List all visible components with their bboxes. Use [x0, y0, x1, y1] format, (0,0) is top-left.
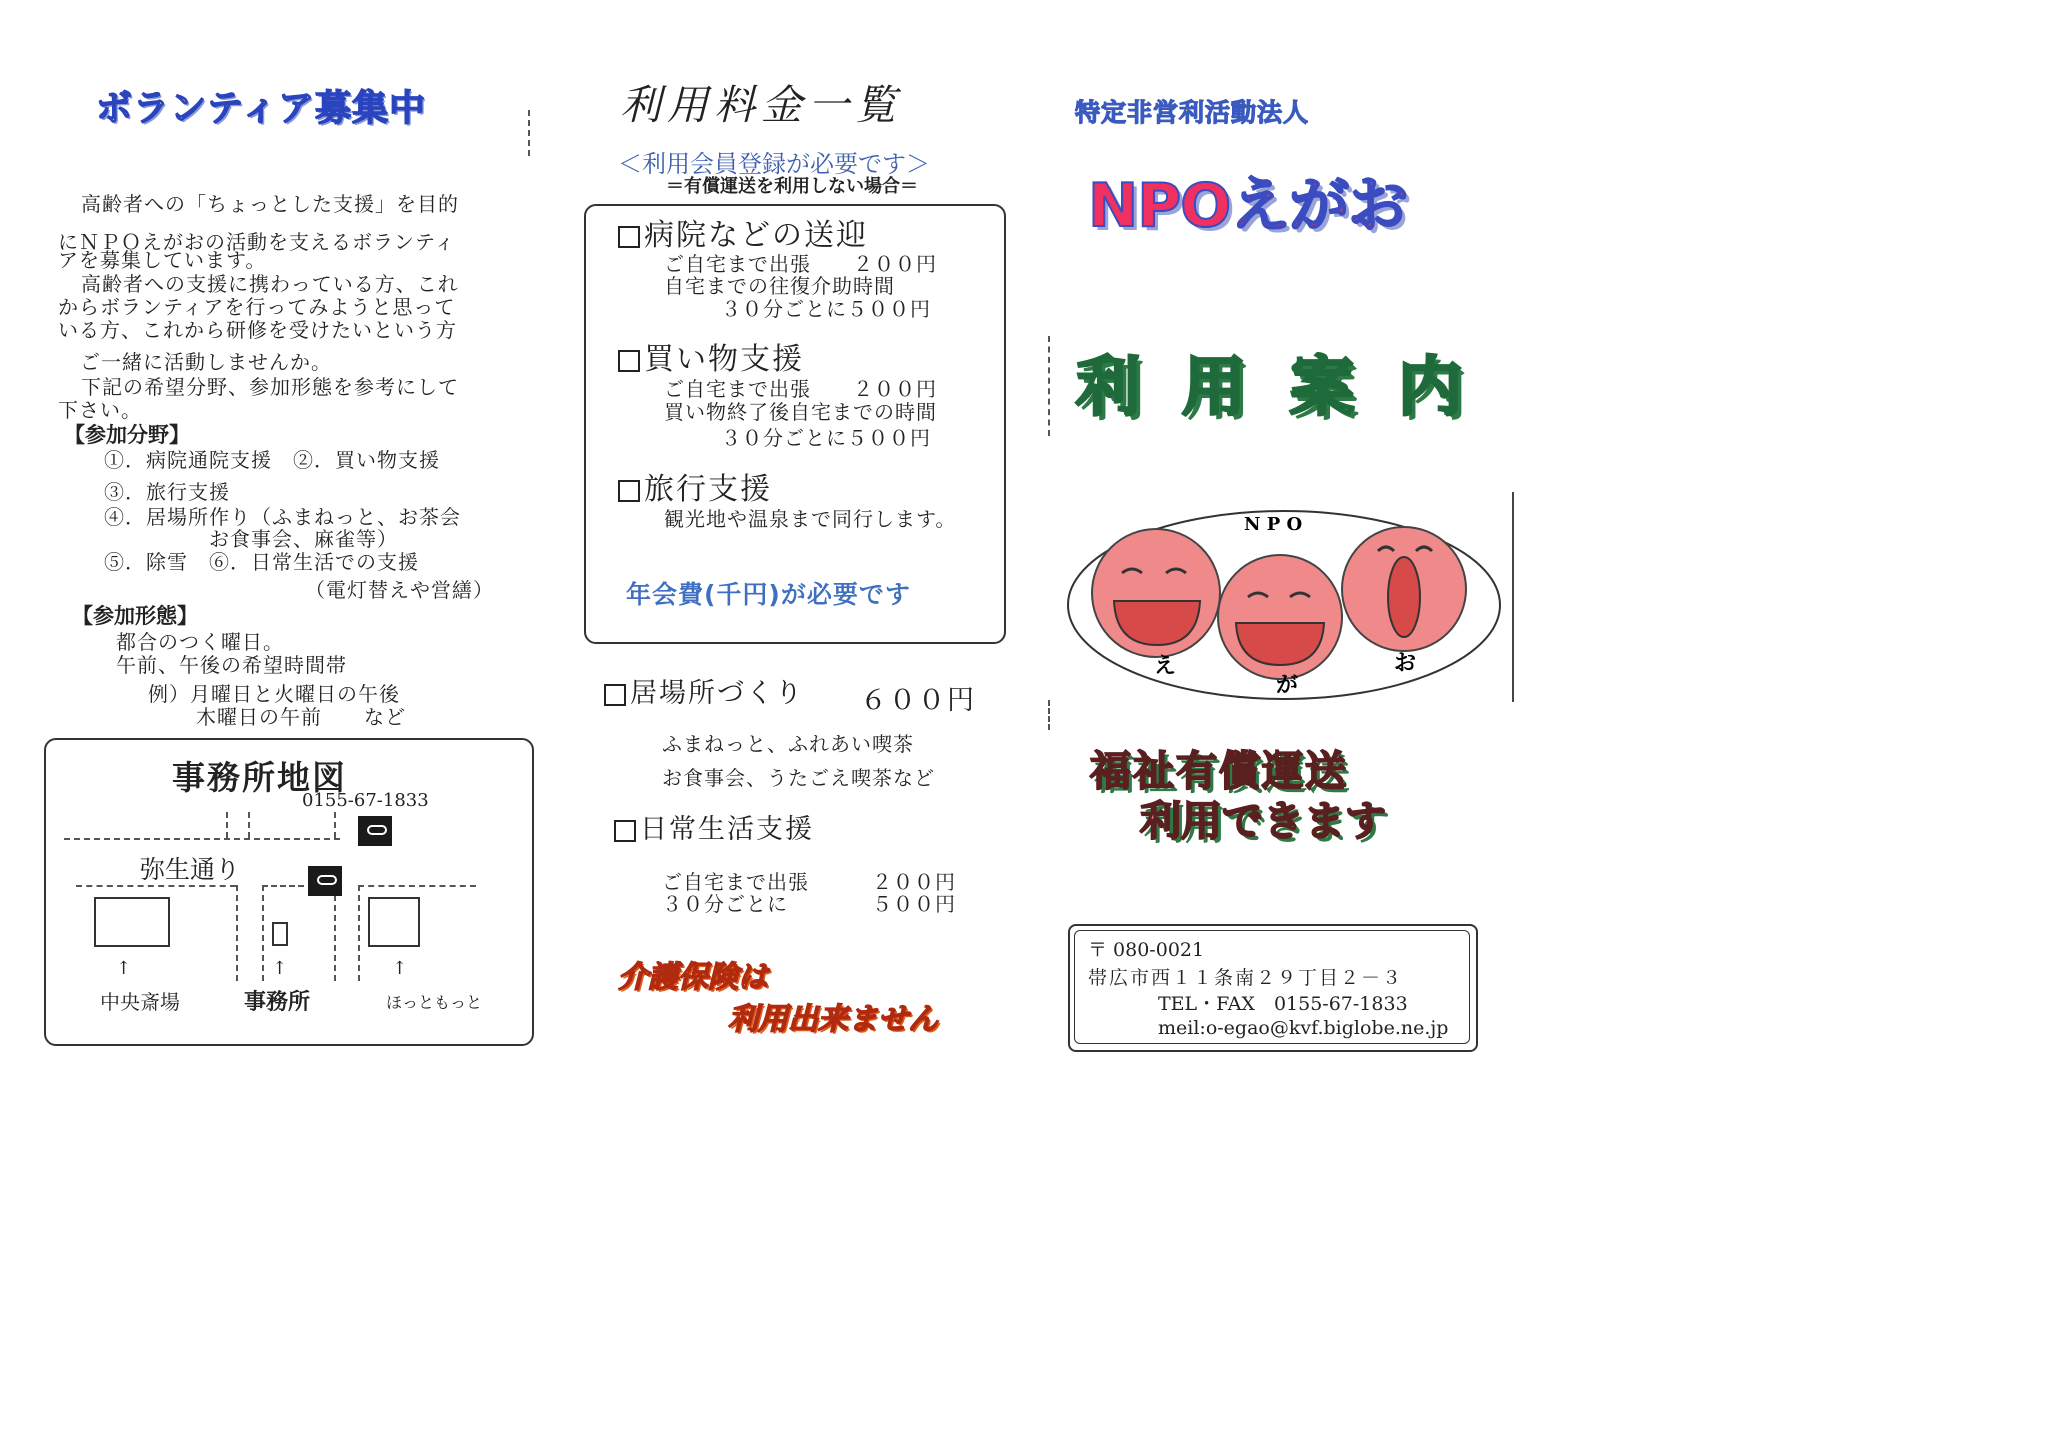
body-line: いる方、これから研修を受けたいという方: [58, 318, 457, 342]
street-address: 帯広市西１１条南２９丁目２－３: [1088, 967, 1404, 989]
body-line: アを募集しています。: [58, 248, 267, 272]
guide-char: 利: [1076, 351, 1140, 425]
logo-letter: お: [1394, 650, 1417, 676]
service-shopping: [618, 344, 804, 376]
service-nichijo: [614, 814, 814, 846]
map-phone: 0155-67-1833: [302, 790, 429, 811]
fold-mark: [1048, 336, 1050, 436]
form-item: 木曜日の午前 など: [196, 705, 406, 729]
form-item: 例）月曜日と火曜日の午後: [148, 682, 400, 706]
service-hospital: [618, 220, 868, 252]
road-line: [226, 812, 228, 838]
service-detail: お食事会、うたごえ喫茶など: [662, 766, 935, 790]
road-line: [236, 885, 238, 981]
body-line: 下記の希望分野、参加形態を参考にして: [60, 375, 459, 399]
road-line: [358, 885, 360, 981]
field-item: ④．居場所作り（ふまねっと、お茶会: [104, 505, 461, 529]
service-detail: 買い物終了後自宅までの時間: [664, 400, 937, 424]
logo-npo-text: N P O: [1244, 514, 1303, 535]
service-name: 居場所づくり: [630, 678, 804, 709]
field-item: お食事会、麻雀等）: [104, 527, 398, 551]
map-label-saijo: 中央斎場: [100, 990, 180, 1014]
fold-mark: [1512, 492, 1514, 702]
smiling-face-icon: [1218, 555, 1342, 679]
singing-face-icon: [1342, 527, 1466, 651]
map-label-hottomotto: ほっともっと: [386, 993, 483, 1012]
road-line: [334, 812, 336, 838]
fold-mark: [1048, 700, 1050, 730]
field-item: ③．旅行支援: [104, 480, 230, 504]
logo-letter: が: [1276, 672, 1299, 698]
logo-letter: え: [1154, 653, 1177, 679]
email: meil:o-egao@kvf.biglobe.ne.jp: [1158, 1017, 1449, 1039]
road-line: [248, 812, 250, 838]
building-office: [272, 922, 288, 946]
guide-char: 案: [1290, 351, 1354, 425]
body-line: 高齢者への「ちょっとした支援」を目的: [60, 192, 459, 216]
guide-char: 内: [1398, 351, 1462, 425]
guide-char: 用: [1182, 351, 1246, 425]
body-line: にＮＰＯえがおの活動を支えるボランティ: [58, 230, 456, 254]
service-travel: [618, 474, 772, 506]
checkbox-icon: [604, 684, 626, 706]
road-line: [64, 838, 340, 840]
body-line: 高齢者への支援に携わっている方、これ: [60, 272, 459, 296]
street-name: 弥生通り: [140, 855, 241, 884]
arrow-up-icon: ↑: [272, 958, 288, 979]
fee-subtitle: ＜利用会員登録が必要です＞: [618, 150, 930, 178]
phone-fax: TEL・FAX 0155-67-1833: [1158, 993, 1408, 1015]
checkbox-icon: [614, 820, 636, 842]
body-line: からボランティアを行ってみようと思って: [58, 295, 456, 319]
service-name: 日常生活支援: [640, 814, 814, 845]
org-name: NPOえがお: [1088, 171, 1408, 241]
egao-logo: [1064, 505, 1504, 703]
service-detail: ご自宅まで出張 ２００円: [662, 870, 956, 894]
form-item: 都合のつく曜日。: [116, 630, 284, 654]
road-line: [76, 885, 236, 887]
service-name: 旅行支援: [644, 472, 772, 507]
volunteer-title: ボランティア募集中: [96, 88, 427, 129]
service-detail: ご自宅まで出張 ２００円: [664, 377, 937, 401]
service-detail: ３０分ごとに ５００円: [662, 892, 956, 916]
road-line: [262, 885, 304, 887]
service-detail: ふまねっと、ふれあい喫茶: [662, 732, 914, 756]
fee-subtitle-note: ＝有償運送を利用しない場合＝: [666, 176, 918, 197]
map-label-office: 事務所: [244, 989, 311, 1015]
service-detail: 自宅までの往復介助時間: [664, 274, 895, 298]
form-heading: 【参加形態】: [72, 603, 198, 628]
checkbox-icon: [618, 350, 640, 372]
building-saijo: [94, 897, 170, 947]
kaigo-note-line1: 介護保険は: [618, 960, 768, 995]
smiling-face-icon: [1092, 529, 1220, 657]
arrow-up-icon: ↑: [392, 958, 408, 979]
fold-mark: [528, 110, 530, 156]
body-line: ご一緒に活動しませんか。: [80, 350, 332, 374]
map-title: 事務所地図: [172, 758, 347, 797]
ibasho-price: ６００円: [860, 685, 976, 716]
road-line: [262, 885, 264, 981]
field-heading: 【参加分野】: [64, 422, 190, 447]
service-name: 買い物支援: [644, 342, 804, 377]
transport-line1: 福祉有償運送: [1090, 747, 1348, 795]
arrow-up-icon: ↑: [116, 958, 132, 979]
postal-code: 〒 080-0021: [1088, 939, 1205, 961]
road-line: [334, 885, 336, 981]
service-name: 病院などの送迎: [644, 218, 868, 253]
service-detail: ご自宅まで出張 ２００円: [664, 252, 937, 276]
building-hottomotto: [368, 897, 420, 947]
service-detail: ３０分ごとに５００円: [700, 426, 931, 450]
field-item: ⑤．除雪 ⑥．日常生活での支援: [104, 550, 419, 574]
service-detail: ３０分ごとに５００円: [700, 297, 931, 321]
service-detail: 観光地や温泉まで同行します。: [664, 507, 957, 531]
fee-title: 利用料金一覧: [620, 81, 902, 129]
traffic-signal-icon: [308, 866, 342, 896]
road-line: [358, 885, 476, 887]
org-type: 特定非営利活動法人: [1075, 98, 1310, 127]
field-item: （電灯替えや営繕）: [305, 578, 494, 602]
checkbox-icon: [618, 480, 640, 502]
annual-fee-note: 年会費(千円)が必要です: [626, 580, 911, 609]
checkbox-icon: [618, 226, 640, 248]
traffic-signal-icon: [358, 816, 392, 846]
form-item: 午前、午後の希望時間帯: [116, 653, 347, 677]
field-item: ①．病院通院支援 ②．買い物支援: [104, 448, 440, 472]
kaigo-note-line2: 利用出来ません: [728, 1002, 938, 1037]
transport-line2: 利用できます: [1140, 797, 1386, 845]
body-line: 下さい。: [58, 398, 142, 422]
service-ibasho: [604, 678, 804, 710]
